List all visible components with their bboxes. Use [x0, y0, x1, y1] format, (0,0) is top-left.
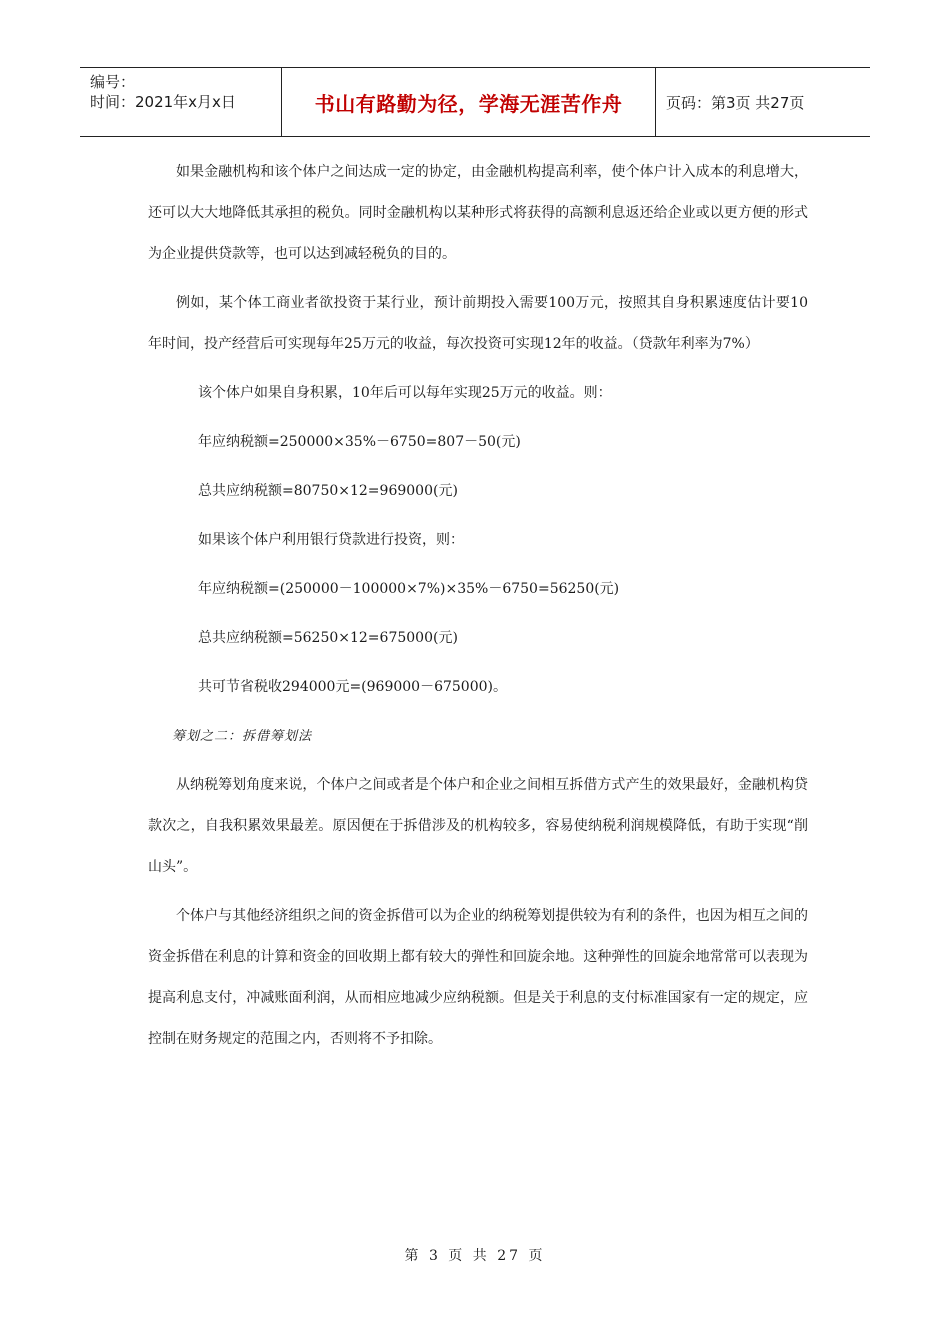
paragraph: 如果金融机构和该个体户之间达成一定的协定，由金融机构提高利率，使个体户计入成本的利息增大，还可以大大地降低其承担的税负。同时金融机构以某种形式将获得的高额利息返还给企业或以更方便的形式为企业提供贷款等，也可以达到减轻税负的目的。 — [148, 164, 808, 262]
formula-line: 年应纳税额=250000×35%－6750=807－50(元) — [198, 434, 521, 450]
paragraph: 个体户与其他经济组织之间的资金拆借可以为企业的纳税筹划提供较为有利的条件，也因为相互之间的资金拆借在利息的计算和资金的回收期上都有较大的弹性和回旋余地。这种弹性的回旋余地常常可以表现为提高利息支付，冲减账面利润，从而相应地减少应纳税额。但是关于利息的支付标准国家有一定的规定，应控制在财务规定的范围之内，否则将不予扣除。 — [148, 908, 808, 1047]
page-footer: 第 3 页 共 27 页 — [404, 1248, 546, 1264]
time-label: 时间：2021年x月x日 — [90, 93, 236, 111]
page-header — [80, 67, 870, 137]
formula-line: 年应纳税额=(250000－100000×7%)×35%－6750=56250(元) — [198, 581, 620, 597]
text-line: 如果该个体户利用银行贷款进行投资，则： — [198, 532, 464, 548]
formula-line: 总共应纳税额=80750×12=969000(元) — [198, 483, 458, 499]
paragraph: 例如，某个体工商业者欲投资于某行业，预计前期投入需要100万元，按照其自身积累速度估计要10年时间，投产经营后可实现每年25万元的收益，每次投资可实现12年的收益。（贷款年利率为7%） — [148, 295, 808, 352]
text-line: 共可节省税收294000元=(969000－675000)。 — [198, 679, 507, 695]
text-line: 该个体户如果自身积累，10年后可以每年实现25万元的收益。则： — [198, 385, 612, 401]
paragraph: 从纳税筹划角度来说，个体户之间或者是个体户和企业之间相互拆借方式产生的效果最好，金融机构贷款次之，自我积累效果最差。原因便在于拆借涉及的机构较多，容易使纳税利润规模降低，有助于实现“削山头”。 — [148, 777, 808, 875]
formula-line: 总共应纳税额=56250×12=675000(元) — [198, 630, 458, 646]
header-page-label: 页码：第3页 共27页 — [666, 93, 805, 112]
document-body — [148, 152, 808, 1060]
header-meta — [80, 68, 282, 136]
header-motto: 书山有路勤为径，学海无涯苦作舟 — [282, 68, 656, 136]
number-label: 编号： — [90, 73, 136, 91]
section-heading: 筹划之二：拆借筹划法 — [172, 729, 313, 744]
